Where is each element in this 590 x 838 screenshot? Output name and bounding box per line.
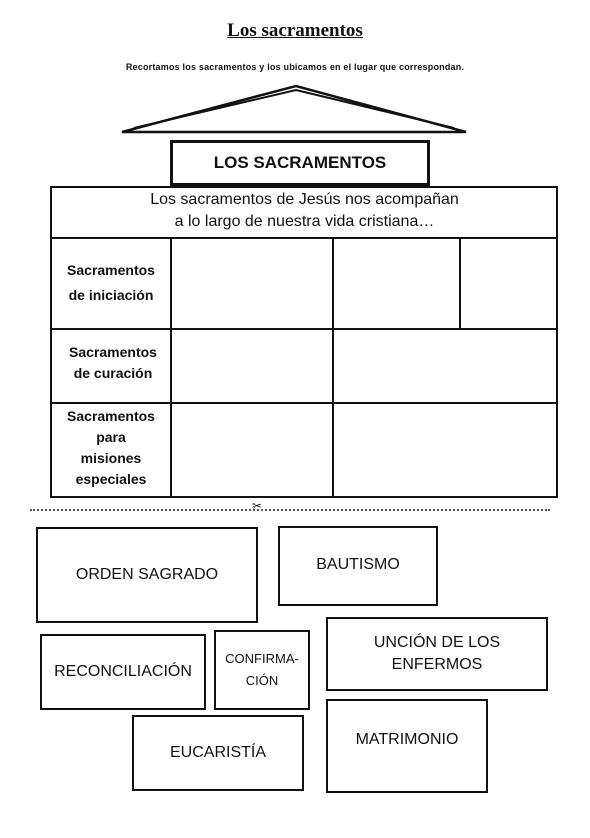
- intro-line-2: a lo largo de nuestra vida cristiana…: [174, 213, 435, 230]
- card-eucaristia[interactable]: [132, 715, 304, 791]
- card-reconciliacion[interactable]: [40, 634, 206, 710]
- card-label: CONFIRMA-: [225, 651, 299, 666]
- row-label-curacion: [52, 342, 174, 384]
- card-label: MATRIMONIO: [355, 731, 459, 748]
- divider-row-1: [50, 328, 558, 330]
- page-title: Los sacramentos: [227, 20, 363, 41]
- card-label: BAUTISMO: [316, 556, 400, 573]
- row-label-iniciacion: [52, 260, 170, 306]
- card-label: ENFERMOS: [391, 656, 483, 673]
- row-label-line: de iniciación: [68, 287, 154, 303]
- divider-row-2: [50, 402, 558, 404]
- card-label: EUCARISTÍA: [169, 744, 266, 761]
- card-matrimonio[interactable]: [326, 699, 488, 793]
- card-bautismo[interactable]: [278, 526, 438, 606]
- divider-extra-column: [459, 237, 461, 329]
- row-label-misiones: [52, 406, 170, 490]
- row-label-line: especiales: [75, 471, 147, 487]
- instructions: Recortamos los sacramentos y los ubicamos en el lugar que correspondan.: [125, 62, 465, 72]
- card-label: UNCIÓN DE LOS: [373, 634, 501, 651]
- card-orden-sagrado[interactable]: [36, 527, 258, 623]
- card-label: ORDEN SAGRADO: [75, 566, 219, 583]
- row-label-line: Sacramentos: [69, 344, 157, 360]
- card-uncion[interactable]: [326, 617, 548, 691]
- row-label-line: para: [96, 429, 126, 445]
- card-confirmacion[interactable]: [214, 630, 310, 710]
- card-label: RECONCILIACIÓN: [54, 663, 192, 680]
- intro-line-1: Los sacramentos de Jesús nos acompañan: [150, 191, 459, 208]
- row-label-line: misiones: [80, 450, 142, 466]
- cut-line: [30, 509, 550, 511]
- divider-middle-column: [332, 237, 334, 497]
- card-label: CIÓN: [245, 673, 279, 688]
- table-intro: [52, 189, 557, 237]
- divider-intro: [50, 237, 558, 239]
- row-label-line: de curación: [73, 365, 153, 381]
- scissors-icon: ✂: [252, 499, 263, 513]
- row-label-line: Sacramentos: [67, 262, 155, 278]
- row-label-line: Sacramentos: [67, 408, 155, 424]
- house-roof: [0, 0, 590, 140]
- house-banner: LOS SACRAMENTOS: [170, 140, 430, 186]
